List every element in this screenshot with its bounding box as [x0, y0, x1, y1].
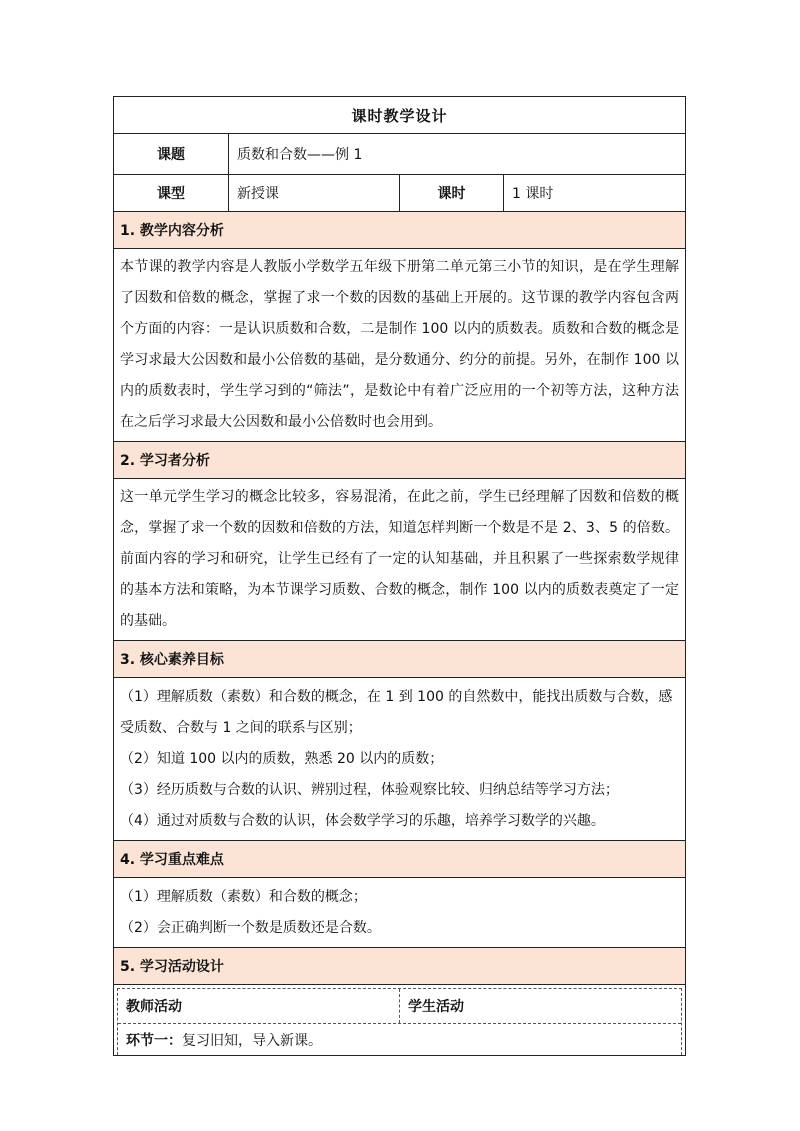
section-heading: 1. 教学内容分析 — [114, 212, 685, 248]
topic-label: 课题 — [114, 134, 229, 174]
section-key-points-header-row — [114, 841, 685, 878]
activities-table — [114, 985, 685, 1055]
type-value: 新授课 — [229, 175, 400, 211]
section-core-goals-header-row — [114, 641, 685, 678]
list-item: （3）经历质数与合数的认识、辨别过程，体验观察比较、归纳总结等学习方法； — [120, 782, 619, 798]
core-goals-list — [114, 678, 685, 840]
topic-value: 质数和合数——例 1 — [237, 147, 363, 163]
section-core-goals-body-row — [114, 678, 685, 841]
step-label: 环节一： — [126, 1032, 182, 1049]
list-item: （2）知道 100 以内的质数，熟悉 20 以内的质数； — [120, 751, 444, 767]
teacher-activity-header: 教师活动 — [126, 999, 182, 1015]
activities-header-row — [118, 989, 681, 1024]
content-analysis-text: 本节课的教学内容是人教版小学数学五年级下册第二单元第三小节的知识，是在学生理解了因数和倍数的概念，掌握了求一个数的因数的基础上开展的。这节课的教学内容包含两个方面的内容：一是认识质数和合数，二是制作 100 以内的质数表。质数和合数的概念是学习求最大公因数和最小公倍数的基础，是分数通分、约分的前提。另外，在制作 100 以内的质数表时，学生学习到的“筛法”，是数论中有着广泛应用的一个初等方法，这种方法在之后学习求最大公因数和最小公倍数时也会用到。 — [120, 259, 679, 430]
section-activities-header-row — [114, 948, 685, 985]
section-learner-analysis-body-row — [114, 479, 685, 641]
key-points-list — [114, 878, 685, 947]
list-item: （1）理解质数（素数）和合数的概念，在 1 到 100 的自然数中，能找出质数与合数，感受质数、合数与 1 之间的联系与区别； — [120, 689, 673, 736]
section-learner-analysis-header-row — [114, 442, 685, 479]
student-activity-header: 学生活动 — [399, 989, 681, 1023]
step-one — [118, 1024, 681, 1055]
section-content-analysis-header-row — [114, 212, 685, 249]
page-title: 课时教学设计 — [351, 106, 448, 125]
list-item: （1）理解质数（素数）和合数的概念； — [120, 889, 367, 905]
lesson-plan-table — [113, 96, 686, 1056]
hours-label: 课时 — [400, 175, 504, 211]
section-heading: 4. 学习重点难点 — [114, 841, 685, 877]
section-heading: 3. 核心素养目标 — [114, 641, 685, 677]
title-row — [114, 97, 685, 134]
section-activities-body-row — [114, 985, 685, 1055]
type-row — [114, 175, 685, 212]
step-text: 复习旧知，导入新课。 — [182, 1032, 322, 1049]
section-heading: 5. 学习活动设计 — [114, 948, 685, 984]
list-item: （4）通过对质数与合数的认识，体会数学学习的乐趣，培养学习数学的兴趣。 — [120, 813, 605, 829]
hours-value: 1 课时 — [512, 186, 554, 202]
learner-analysis-text: 这一单元学生学习的概念比较多，容易混淆，在此之前，学生已经理解了因数和倍数的概念，掌握了求一个数的因数和倍数的方法，知道怎样判断一个数是不是 2、3、5 的倍数。前面内容的学习和研究，让学生已经有了一定的认知基础，并且积累了一些探索数学规律的基本方法和策略，为本节课学习质数、合数的概念，制作 100 以内的质数表奠定了一定的基础。 — [120, 489, 679, 629]
section-heading: 2. 学习者分析 — [114, 442, 685, 478]
topic-row — [114, 134, 685, 175]
list-item: （2）会正确判断一个数是质数还是合数。 — [120, 920, 381, 936]
section-key-points-body-row — [114, 878, 685, 948]
type-label: 课型 — [114, 175, 229, 211]
section-content-analysis-body-row — [114, 249, 685, 442]
